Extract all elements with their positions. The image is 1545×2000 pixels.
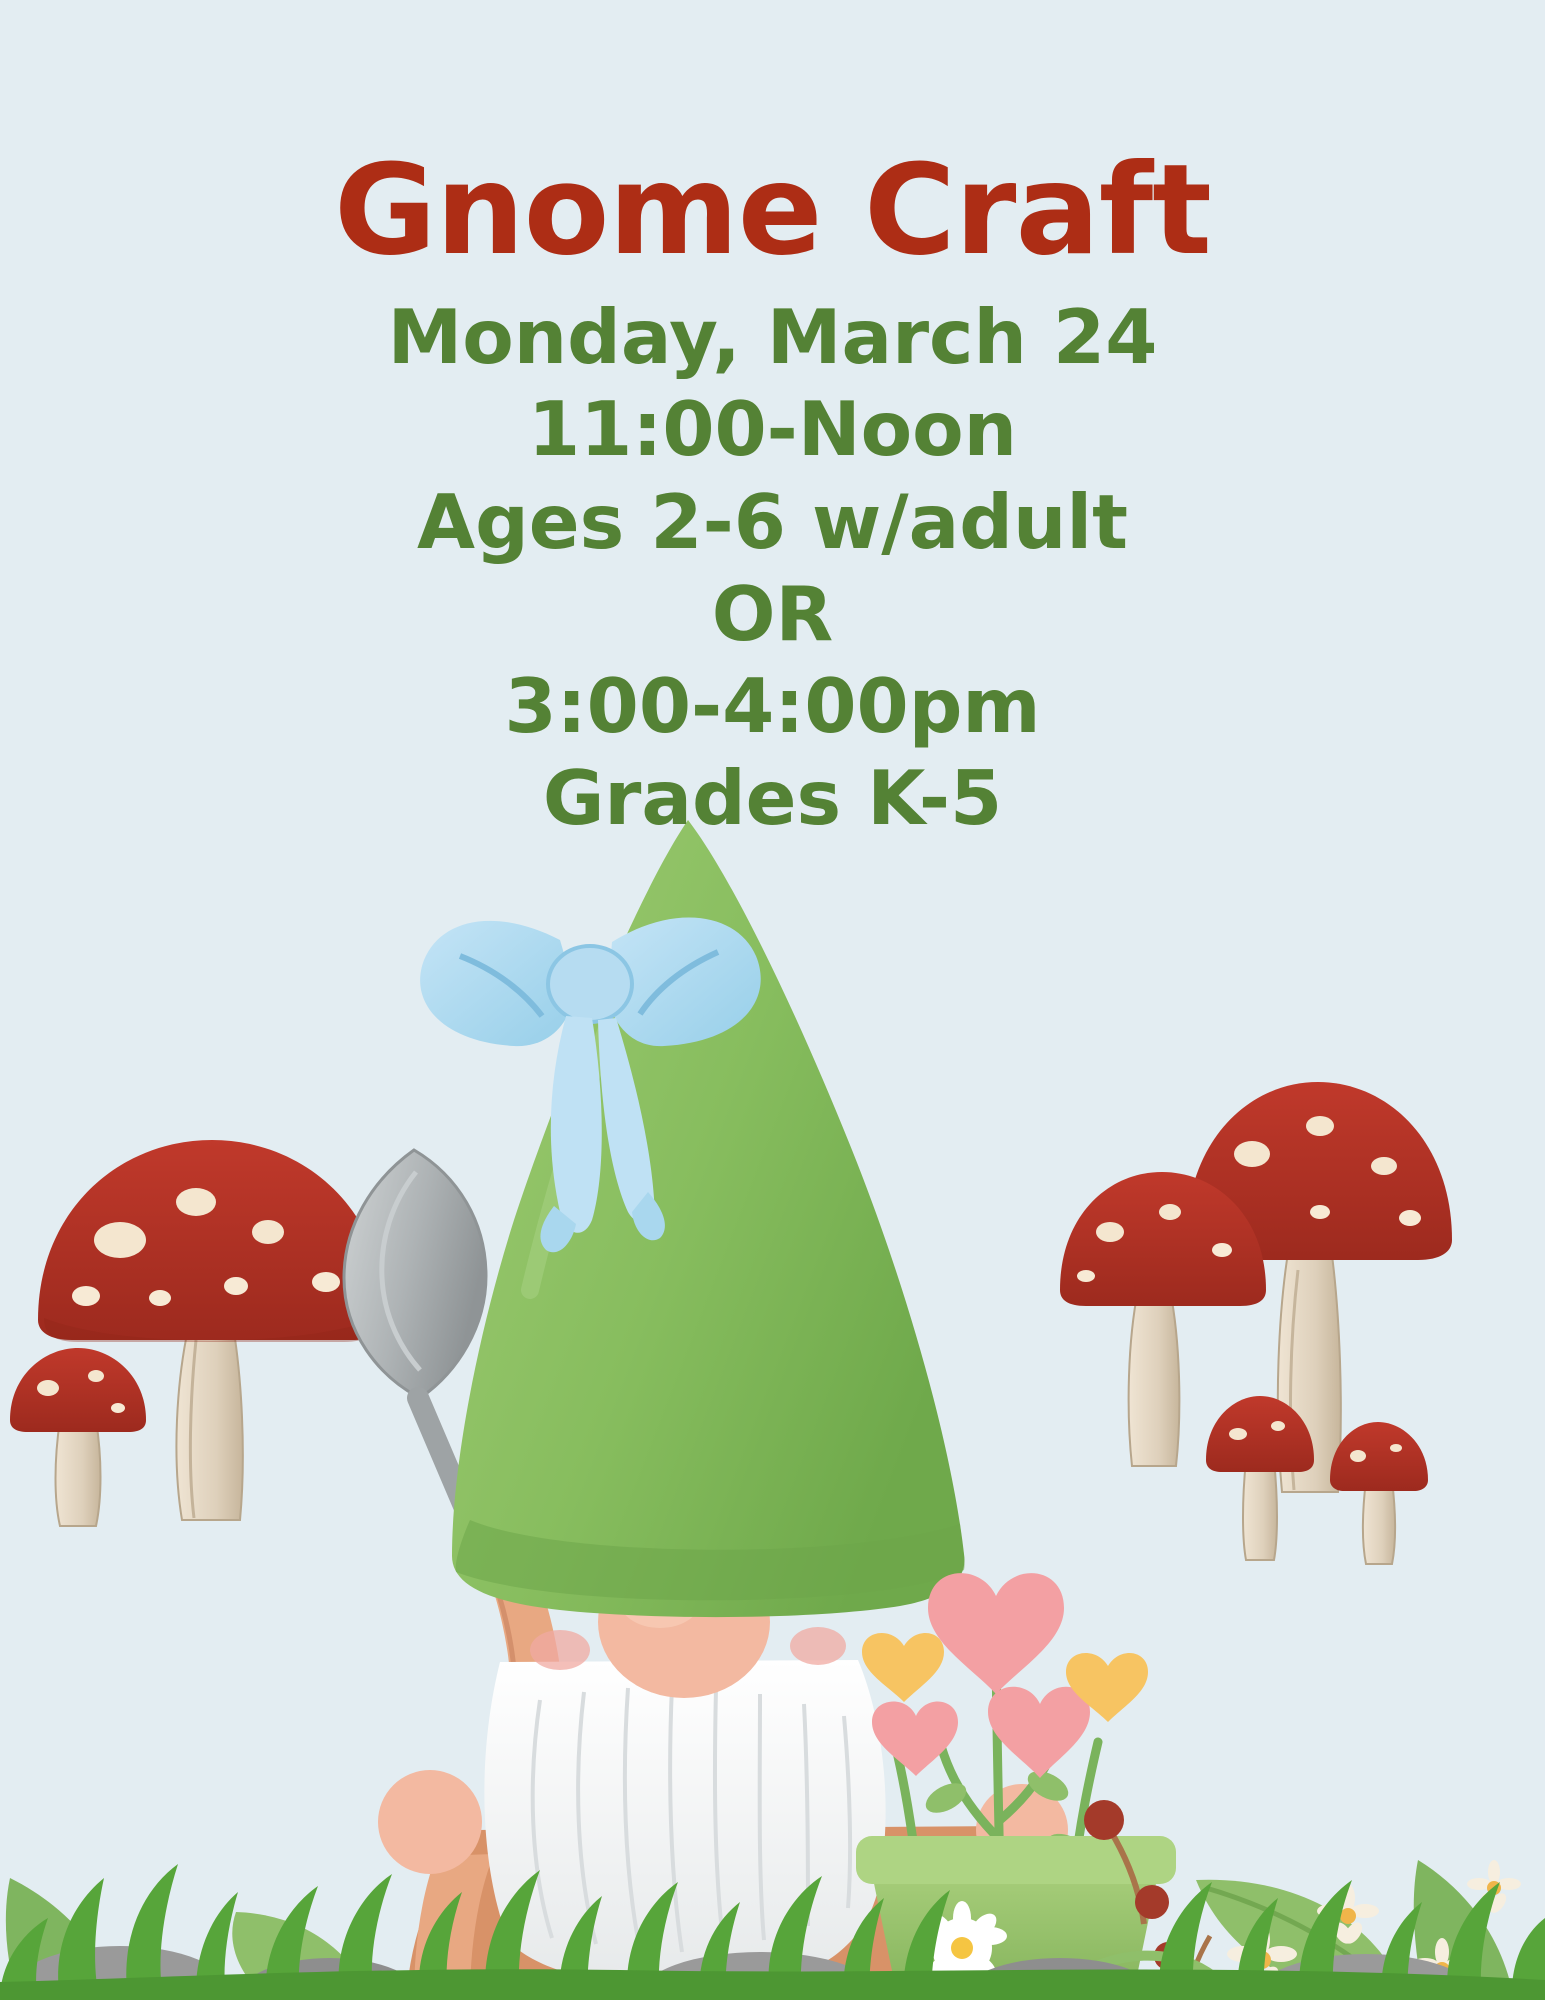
mushroom-cluster-right (1060, 1082, 1452, 1564)
page-title: Gnome Craft (334, 138, 1211, 283)
event-time-morning: 11:00-Noon (527, 385, 1018, 474)
mushroom-cluster-left (10, 1140, 386, 1526)
event-audience-morning: Ages 2-6 w/adult (417, 477, 1128, 566)
garden-gnome-illustration (0, 820, 1545, 2000)
event-date: Monday, March 24 (387, 293, 1158, 381)
event-audience-afternoon: Grades K-5 (542, 754, 1003, 843)
poster-text-block (0, 0, 1545, 845)
event-separator-or: OR (711, 569, 834, 658)
gnome-figure (378, 820, 1080, 2000)
event-time-afternoon: 3:00-4:00pm (504, 662, 1041, 750)
